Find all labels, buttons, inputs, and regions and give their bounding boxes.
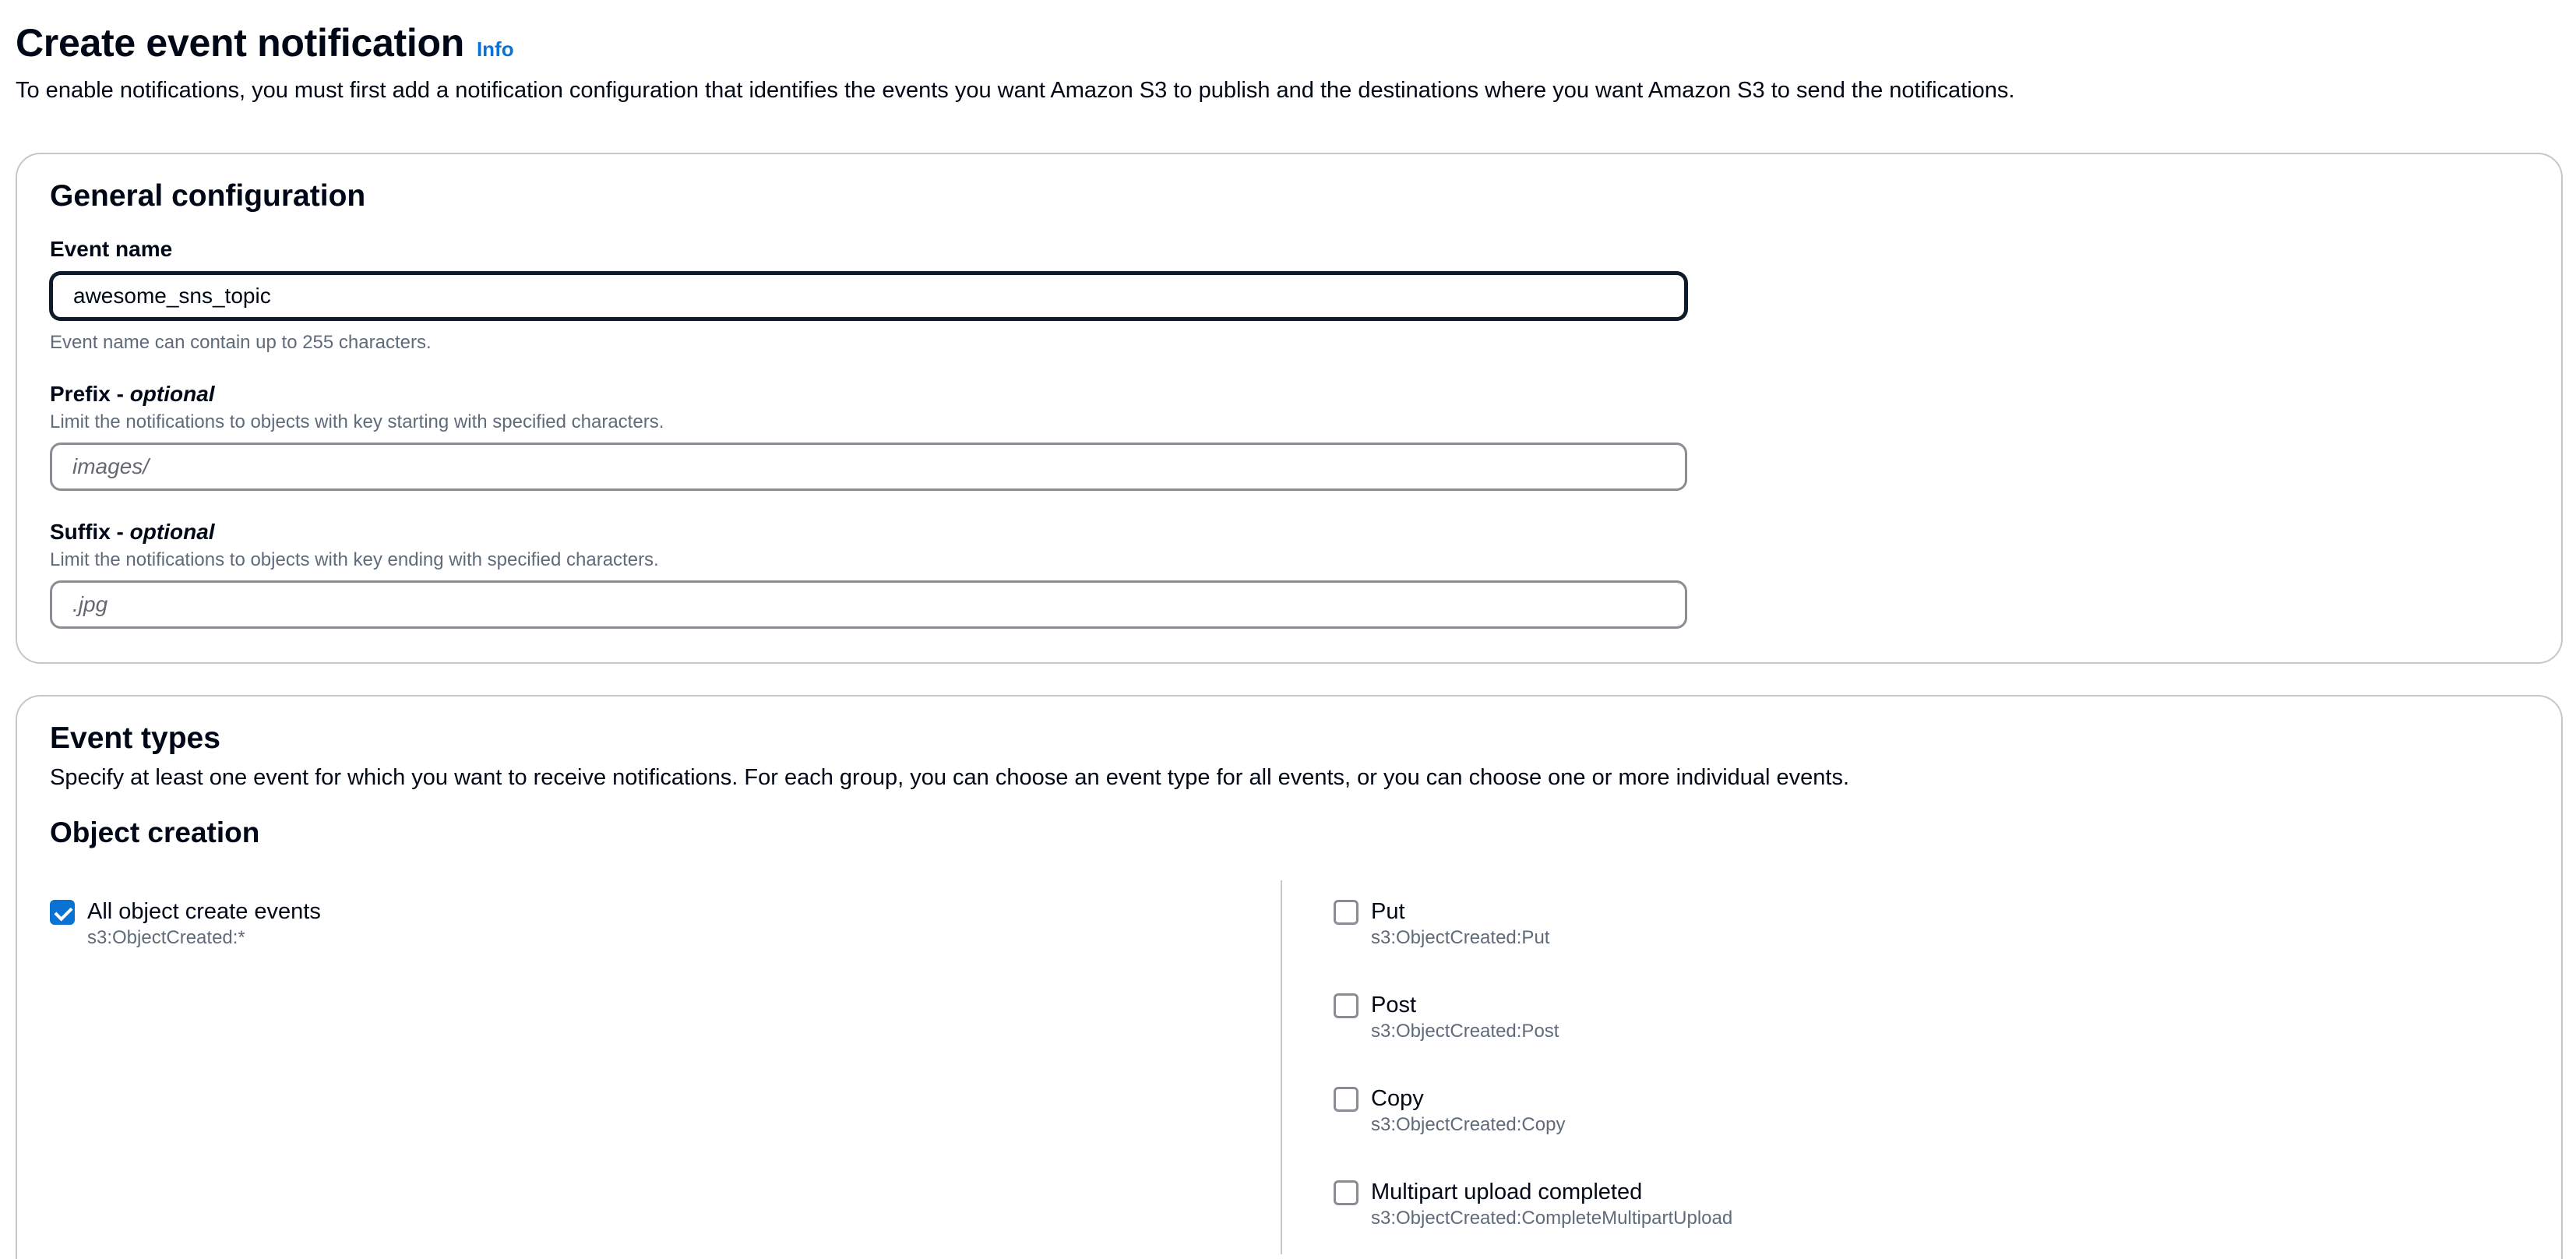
event-code: s3:ObjectCreated:Put [1371,927,1550,948]
event-types-panel [16,695,2563,1259]
event-name-label: Event name [50,237,173,261]
suffix-input[interactable] [50,580,1687,629]
prefix-input[interactable] [50,443,1687,491]
general-configuration-panel [16,153,2563,664]
all-object-create-events-option[interactable] [50,898,321,950]
page-title: Create event notification [16,21,464,65]
prefix-optional-text: optional [129,382,215,406]
prefix-description: Limit the notifications to objects with key starting with specified characters. [50,411,664,432]
checkbox-label: Copy [1371,1086,1424,1111]
event-name-hint: Event name can contain up to 255 characters. [50,332,432,353]
copy-text [1371,1084,1565,1137]
checkbox-label: Multipart upload completed [1371,1180,1643,1204]
event-name-input[interactable] [50,272,1687,320]
suffix-description: Limit the notifications to objects with key ending with specified characters. [50,549,659,570]
post-text [1371,991,1559,1044]
put-option[interactable] [1334,898,1549,950]
event-types-title: Event types [50,721,220,755]
all-object-create-events-checkbox[interactable] [50,900,75,925]
event-code: s3:ObjectCreated:Copy [1371,1114,1566,1135]
checkbox-label: Post [1371,993,1417,1017]
event-code: s3:ObjectCreated:Post [1371,1021,1559,1042]
put-checkbox[interactable] [1334,900,1358,925]
checkbox-label: Put [1371,899,1405,924]
general-configuration-title: General configuration [50,179,366,213]
all-object-create-events-text [87,898,321,950]
suffix-label-text: Suffix - [50,520,130,544]
event-code: s3:ObjectCreated:* [87,927,245,948]
copy-option[interactable] [1334,1084,1565,1137]
multipart-upload-completed-option[interactable] [1334,1178,1732,1231]
event-code: s3:ObjectCreated:CompleteMultipartUpload [1371,1208,1733,1229]
post-checkbox[interactable] [1334,993,1358,1018]
post-option[interactable] [1334,991,1559,1044]
page-description: To enable notifications, you must first add a notification configuration that identifies the events you want Amazon S3 to publish and the destinations where you want Amazon S3 to send the notifications. [16,78,2015,103]
event-types-description: Specify at least one event for which you want to receive notifications. For each group, you can choose an event type for all events, or you can choose one or more individual events. [50,765,1850,790]
checkbox-label: All object create events [87,899,321,924]
copy-checkbox[interactable] [1334,1087,1358,1112]
prefix-label [50,382,215,407]
suffix-label [50,520,215,545]
suffix-optional-text: optional [129,520,215,544]
multipart-upload-completed-checkbox[interactable] [1334,1180,1358,1205]
info-link[interactable]: Info [476,37,514,61]
put-text [1371,898,1549,950]
multipart-upload-completed-text [1371,1178,1732,1231]
prefix-label-text: Prefix - [50,382,130,406]
page-header [16,20,514,65]
object-creation-title: Object creation [50,816,260,848]
column-divider [1281,880,1282,1254]
